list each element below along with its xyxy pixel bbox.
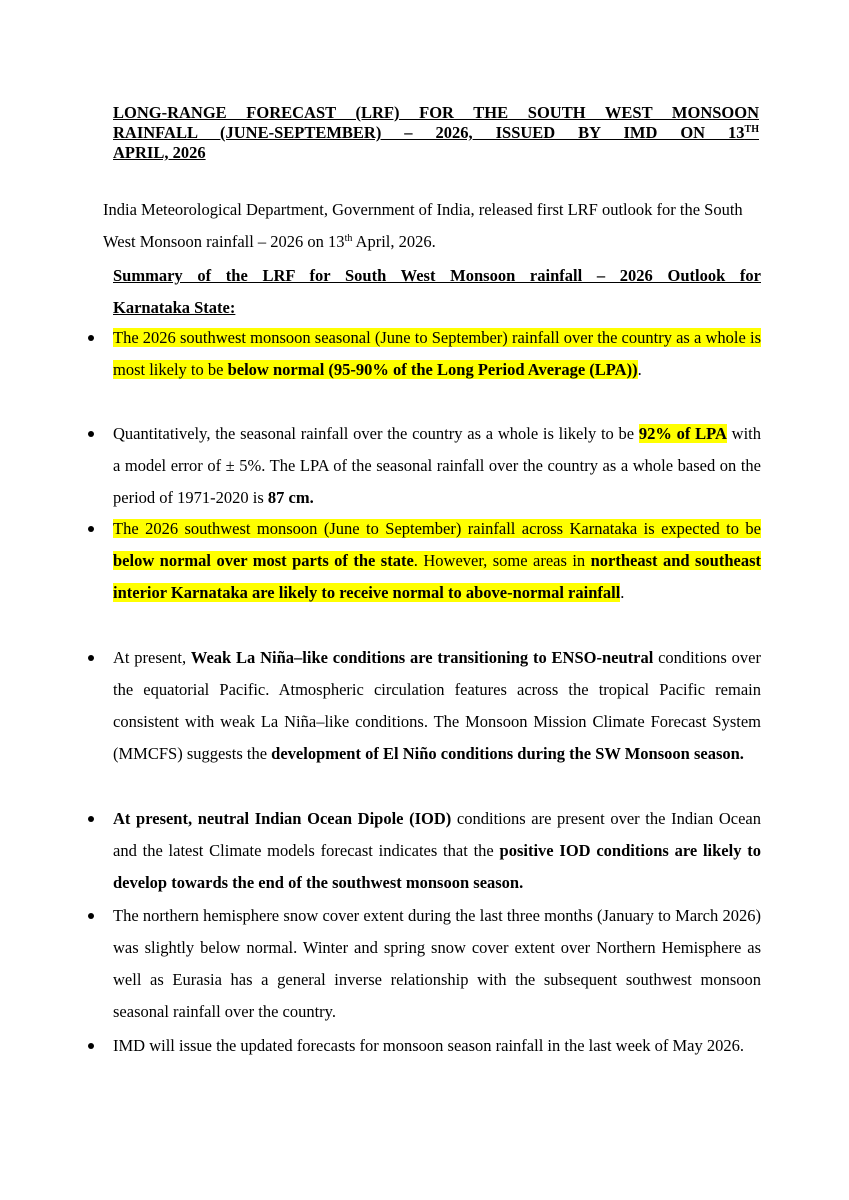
summary-heading: Summary of the LRF for South West Monsoon rainfall – 2026 Outlook for Karnataka State: [113,266,761,317]
bullet-text: At present, neutral Indian Ocean Dipole (IOD) conditions are present over the Indian Ocean and the latest Climate models forecast indicates that the positive IOD conditions are likely to develop towards the end of the southwest monsoon season. [113,809,761,892]
document-title [113,103,759,163]
title-line-3: APRIL, 2026 [113,143,206,162]
bullet-dot-icon [88,526,94,532]
bullet-text: Quantitatively, the seasonal rainfall over the country as a whole is likely to be 92% of LPA with a model error of ± 5%. The LPA of the seasonal rainfall over the country as a whole based on the period of 1971-2020 is 87 cm. [113,424,761,507]
bullet-dot-icon [88,1043,94,1049]
bullet-text: The 2026 southwest monsoon seasonal (June to September) rainfall over the country as a whole is most likely to be below normal (95-90% of the Long Period Average (LPA)). [113,328,761,379]
bullet-text: At present, Weak La Niña–like conditions are transitioning to ENSO-neutral conditions over the equatorial Pacific. Atmospheric circulation features across the tropical Pacific remain consistent with weak La Niña–like conditions. The Monsoon Mission Climate Forecast System (MMCFS) suggests the development of El Niño conditions during the SW Monsoon season. [113,648,761,763]
bullet-text: IMD will issue the updated forecasts for monsoon season rainfall in the last week of May 2026. [113,1036,744,1055]
intro-paragraph: India Meteorological Department, Government of India, released first LRF outlook for the South West Monsoon rainfall – 2026 on 13th April, 2026. [103,200,743,251]
title-line-2: RAINFALL (JUNE-SEPTEMBER) – 2026, ISSUED BY IMD ON 13TH [113,123,759,142]
bullet-dot-icon [88,913,94,919]
bullet-dot-icon [88,335,94,341]
bullet-text: The 2026 southwest monsoon (June to September) rainfall across Karnataka is expected to be below normal over most parts of the state. However, some areas in northeast and southeast interior Karnataka are likely to receive normal to above-normal rainfall. [113,519,761,602]
bullet-text: The northern hemisphere snow cover extent during the last three months (January to March 2026) was slightly below normal. Winter and spring snow cover extent over Northern Hemisphere as well as Eurasia has a general inverse relationship with the subsequent southwest monsoon seasonal rainfall over the country. [113,906,761,1021]
title-line-1: LONG-RANGE FORECAST (LRF) FOR THE SOUTH WEST MONSOON [113,103,759,122]
bullet-dot-icon [88,655,94,661]
bullet-dot-icon [88,431,94,437]
bullet-dot-icon [88,816,94,822]
